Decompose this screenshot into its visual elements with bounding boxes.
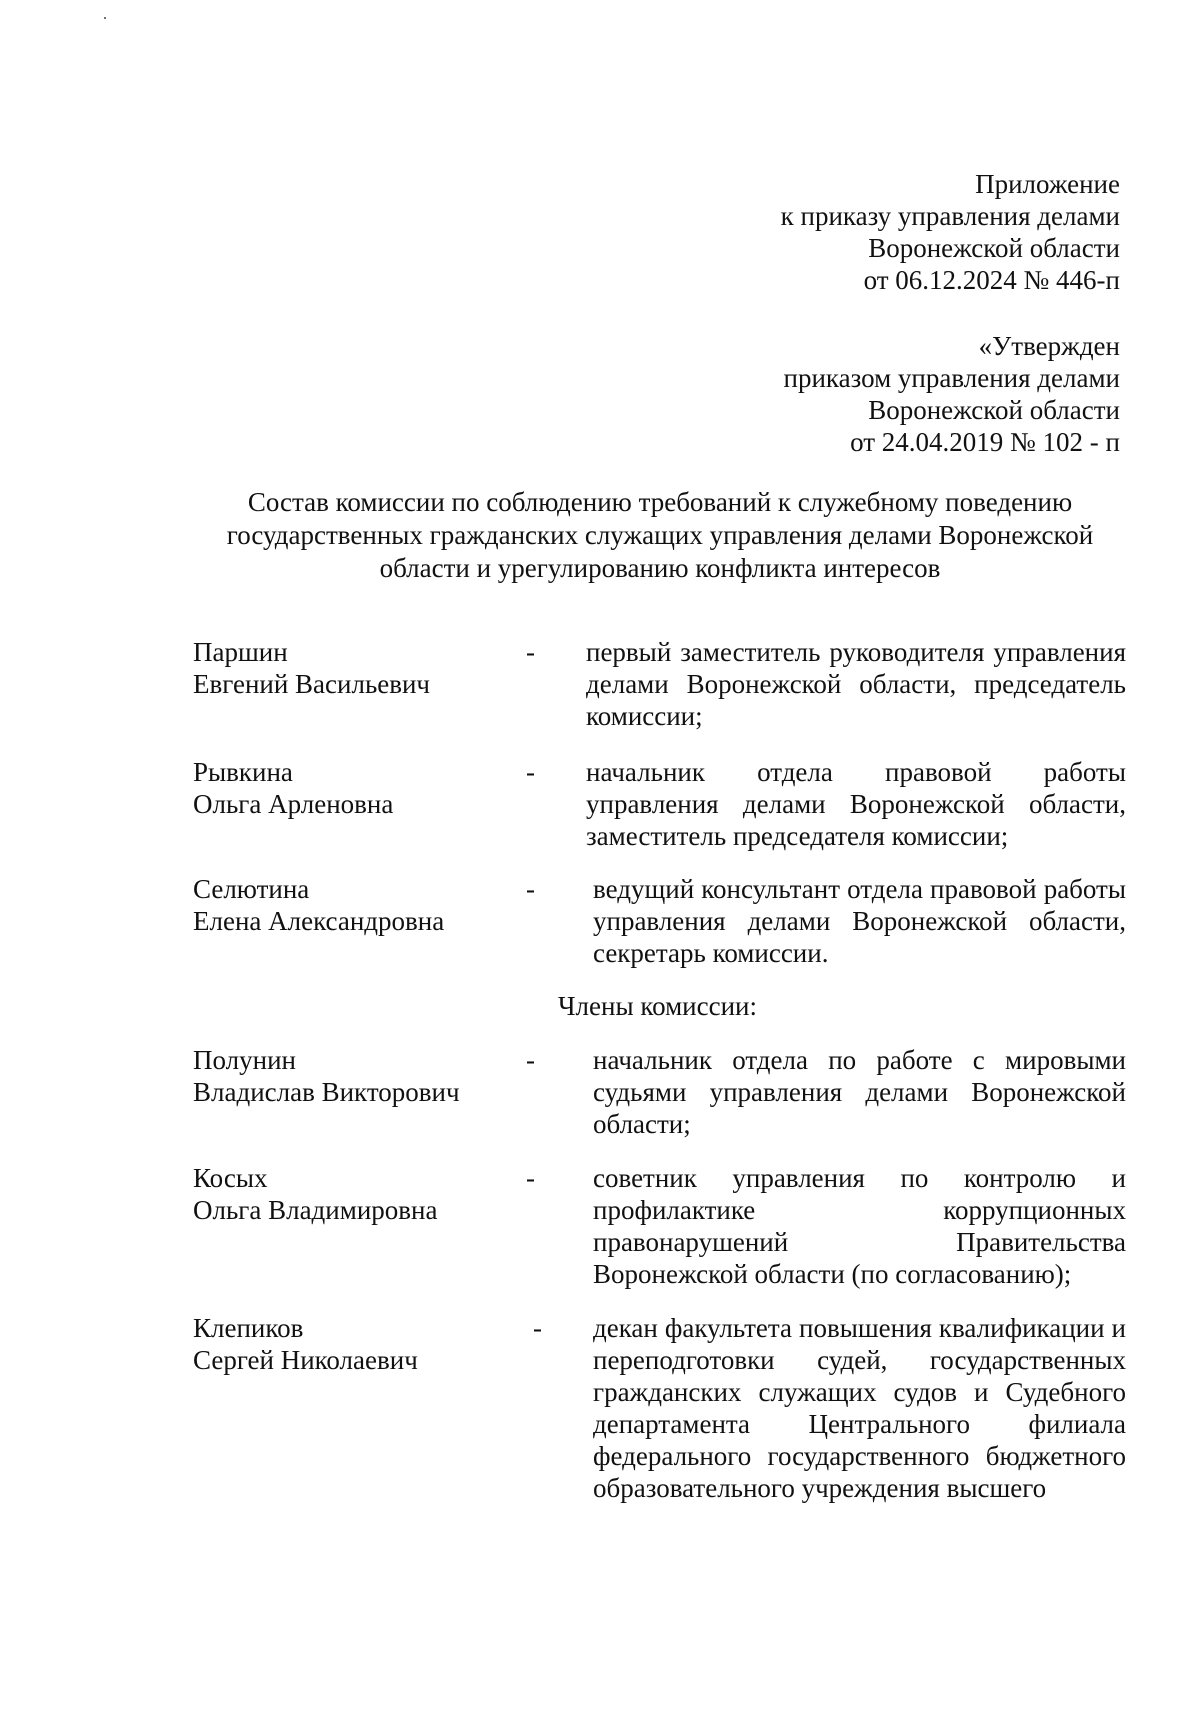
member-surname: Паршин — [193, 637, 288, 667]
approval-line-4: от 24.04.2019 № 102 - п — [850, 427, 1120, 457]
member-role: ведущий консультант отдела правовой работы управления делами Воронежской области, секретарь комиссии. — [593, 874, 1126, 968]
approval-line-2: приказом управления делами — [783, 363, 1120, 393]
scan-speck — [104, 17, 106, 19]
approval-line-3: Воронежской области — [868, 395, 1120, 425]
approval-header — [784, 330, 1121, 458]
title-line-2: государственных гражданских служащих управления делами Воронежской — [226, 520, 1094, 550]
appendix-header — [781, 168, 1120, 296]
member-given-names: Владислав Викторович — [193, 1077, 460, 1107]
dash-separator: - — [526, 1163, 535, 1193]
member-given-names: Евгений Васильевич — [193, 669, 431, 699]
dash-separator: - — [526, 874, 535, 904]
member-surname: Рывкина — [193, 757, 293, 787]
dash-separator: - — [526, 757, 535, 787]
member-role: начальник отдела правовой работы управления делами Воронежской области, заместитель председателя комиссии; — [586, 757, 1126, 851]
dash-separator: - — [526, 1045, 535, 1075]
member-surname: Полунин — [193, 1045, 296, 1075]
title-line-3: области и урегулированию конфликта интересов — [379, 553, 941, 583]
member-name — [193, 873, 493, 937]
member-role: советник управления по контролю и профилактике коррупционных правонарушений Правительства Воронежской области (по согласованию); — [593, 1163, 1126, 1289]
members-heading: Члены комиссии: — [558, 991, 757, 1021]
appendix-line-2: к приказу управления делами — [780, 201, 1120, 231]
member-surname: Селютина — [193, 874, 310, 904]
member-given-names: Ольга Арленовна — [193, 789, 394, 819]
member-surname: Клепиков — [193, 1313, 304, 1343]
appendix-line-4: от 06.12.2024 № 446-п — [863, 265, 1120, 295]
member-role: декан факультета повышения квалификации и переподготовки судей, государственных гражданских служащих судов и Судебного департамента Центрального филиала федерального государственного бюджетного образовательного учреждения высшего — [593, 1313, 1126, 1503]
member-given-names: Ольга Владимировна — [193, 1195, 438, 1225]
appendix-line-1: Приложение — [975, 169, 1120, 199]
appendix-line-3: Воронежской области — [868, 233, 1120, 263]
member-surname: Косых — [193, 1163, 268, 1193]
dash-separator: - — [533, 1313, 542, 1343]
member-role: первый заместитель руководителя управления делами Воронежской области, председатель комиссии; — [586, 637, 1126, 731]
member-name — [193, 756, 493, 820]
member-name — [193, 1162, 493, 1226]
member-given-names: Сергей Николаевич — [193, 1345, 418, 1375]
member-role: начальник отдела по работе с мировыми судьями управления делами Воронежской области; — [593, 1045, 1126, 1139]
title-line-1: Состав комиссии по соблюдению требований к служебному поведению — [247, 487, 1073, 517]
member-name — [193, 1312, 493, 1376]
member-given-names: Елена Александровна — [193, 906, 445, 936]
member-name — [193, 1044, 493, 1108]
approval-line-1: «Утвержден — [978, 331, 1120, 361]
member-name — [193, 636, 493, 700]
document-title — [180, 486, 1140, 585]
dash-separator: - — [526, 637, 535, 667]
